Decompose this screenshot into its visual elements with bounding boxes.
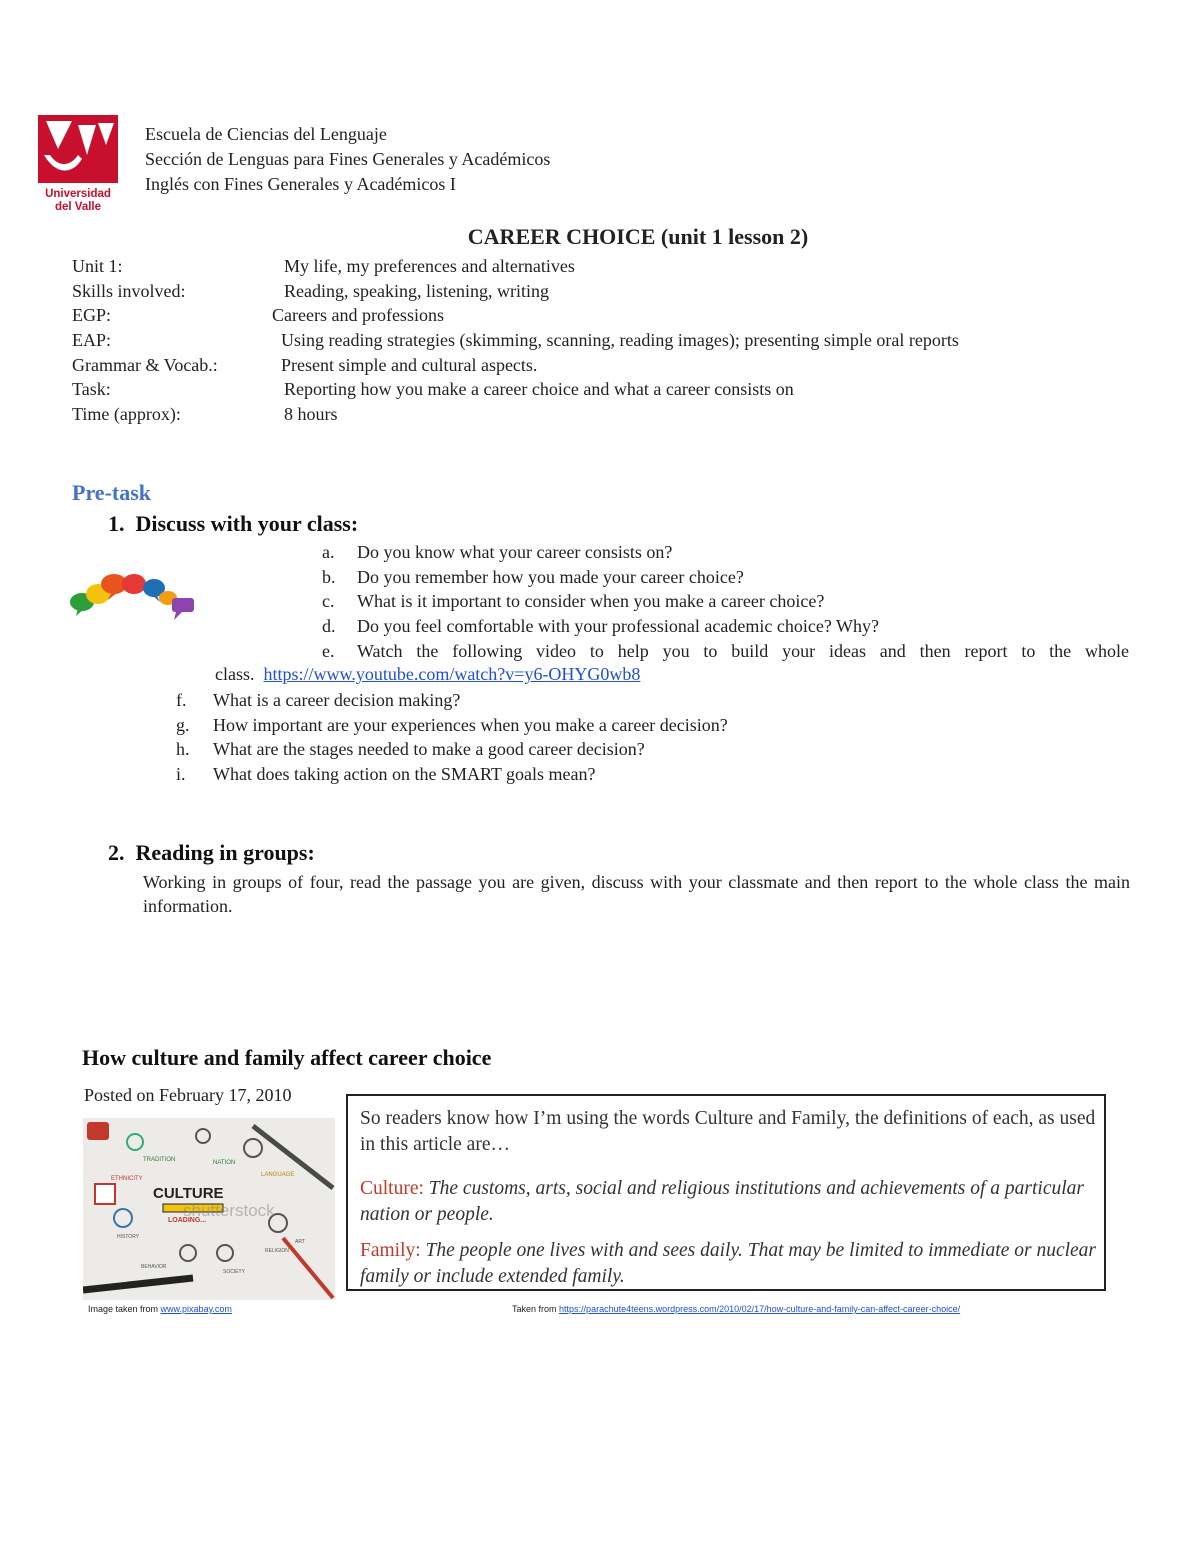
definitions-box [346, 1094, 1106, 1291]
meta-label: Task: [72, 379, 111, 400]
university-logo [38, 115, 118, 215]
section-2-title: Reading in groups: [135, 840, 315, 865]
question-text: What are the stages needed to make a good career decision? [213, 739, 645, 760]
list-marker: h. [176, 739, 190, 760]
meta-label: Unit 1: [72, 256, 123, 276]
section-1-number: 1. [108, 511, 125, 536]
list-marker: a. [322, 542, 335, 562]
question-text: What is a career decision making? [213, 690, 461, 710]
image-word-ethnicity: ETHNICITY [111, 1176, 143, 1182]
meta-label: Skills involved: [72, 280, 186, 301]
image-watermark: shutterstock [183, 1201, 275, 1220]
school-name: Escuela de Ciencias del Lenguaje [145, 124, 387, 144]
meta-value: Using reading strategies (skimming, scanning, reading images); presenting simple oral reports [281, 330, 959, 351]
logo-text-line2: del Valle [54, 201, 102, 213]
list-marker: b. [322, 566, 336, 587]
question-e-class-word: class. [215, 664, 255, 684]
article-posted-date: Posted on February 17, 2010 [84, 1085, 292, 1105]
meta-label: Grammar & Vocab.: [72, 354, 218, 375]
institution-block [145, 122, 550, 197]
section-1-heading [108, 511, 358, 537]
sharpener-shape [87, 1122, 109, 1140]
meta-value: Reading, speaking, listening, writing [284, 280, 549, 301]
section-2-instructions: Working in groups of four, read the passage you are given, discuss with your classmate and then report to the whole class the main information. [143, 872, 1130, 916]
image-word-religion: RELIGION [265, 1248, 289, 1254]
question-e-text: Watch the following video to help you to build your ideas and then report to the whole [357, 641, 1129, 661]
meta-label: Time (approx): [72, 404, 181, 425]
section-2-number: 2. [108, 840, 125, 865]
section-2-heading [108, 840, 315, 866]
section-1-title: Discuss with your class: [135, 511, 359, 536]
image-word-tradition: TRADITION [143, 1157, 176, 1163]
list-marker: f. [176, 690, 187, 710]
question-text: Do you feel comfortable with your professional academic choice? Why? [357, 616, 879, 637]
page-title: CAREER CHOICE (unit 1 lesson 2) [467, 224, 809, 249]
family-term: Family: [360, 1240, 421, 1261]
youtube-video-link[interactable]: https://www.youtube.com/watch?v=y6-OHYG0wb8 [263, 664, 641, 684]
image-word-nation: NATION [213, 1160, 236, 1166]
question-e-marker: e. [322, 641, 335, 661]
course-name: Inglés con Fines Generales y Académicos I [145, 174, 456, 194]
speech-bubbles-icon [68, 570, 198, 622]
pretask-heading: Pre-task [72, 480, 152, 505]
list-marker: i. [176, 764, 186, 785]
article-source-prefix: Taken from [512, 1304, 557, 1314]
list-marker: g. [176, 714, 190, 735]
meta-label: EAP: [72, 330, 112, 351]
meta-value: 8 hours [284, 404, 338, 425]
question-text: How important are your experiences when you make a career decision? [213, 714, 728, 735]
family-definition [360, 1238, 1104, 1290]
logo-text-line1: Universidad [45, 188, 111, 200]
meta-value: Careers and professions [272, 305, 444, 326]
article-source-caption [512, 1304, 960, 1314]
image-word-loading: LOADING... [168, 1217, 207, 1224]
pixabay-link[interactable]: www.pixabay.com [160, 1304, 232, 1314]
question-text: What is it important to consider when you make a career choice? [357, 591, 825, 612]
family-definition-text: The people one lives with and sees daily. That may be limited to immediate or nuclear family or include extended family. [360, 1240, 1097, 1287]
meta-label: EGP: [72, 305, 112, 326]
meta-value: My life, my preferences and alternatives [284, 256, 575, 276]
list-marker: d. [322, 616, 336, 637]
question-e-continuation [215, 664, 640, 685]
image-caption-prefix: Image taken from [88, 1304, 159, 1314]
culture-definition [360, 1176, 1104, 1228]
image-caption [88, 1304, 232, 1314]
image-word-behavior: BEHAVIOR [141, 1264, 167, 1270]
image-word-language: LANGUAGE [261, 1172, 295, 1178]
question-text: Do you know what your career consists on? [357, 542, 673, 562]
section-name: Sección de Lenguas para Fines Generales y Académicos [145, 149, 551, 169]
image-word-history: HISTORY [117, 1234, 140, 1240]
definitions-intro: So readers know how I’m using the words Culture and Family, the definitions of each, as used in this article are… [360, 1108, 1096, 1155]
image-word-culture: CULTURE [153, 1185, 224, 1202]
list-marker: c. [322, 591, 335, 612]
culture-term: Culture: [360, 1178, 424, 1199]
article-title: How culture and family affect career choice [82, 1045, 492, 1070]
image-word-society: SOCIETY [223, 1269, 245, 1275]
meta-value: Reporting how you make a career choice and what a career consists on [284, 379, 794, 400]
question-text: What does taking action on the SMART goals mean? [213, 764, 596, 785]
culture-definition-text: The customs, arts, social and religious institutions and achievements of a particular nation or people. [360, 1178, 1085, 1225]
culture-image [83, 1118, 335, 1300]
article-source-link[interactable]: https://parachute4teens.wordpress.com/2010/02/17/how-culture-and-family-can-affect-career-choice/ [559, 1304, 961, 1314]
question-text: Do you remember how you made your career choice? [357, 566, 744, 587]
image-word-art: ART [295, 1239, 305, 1245]
meta-value: Present simple and cultural aspects. [281, 354, 538, 375]
